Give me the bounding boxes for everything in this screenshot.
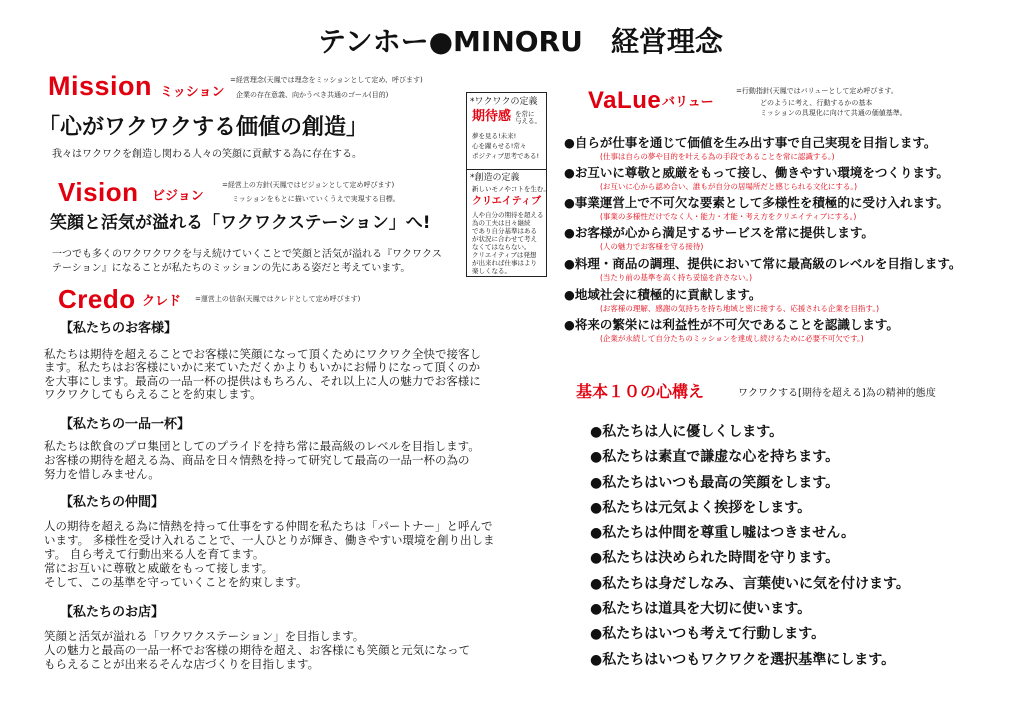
mindset-title: 基本１０の心構え <box>576 382 705 401</box>
souzou-definition-line: 為の工夫は日々継続 <box>472 219 531 227</box>
souzou-definition-title: *創造の定義 <box>470 173 520 183</box>
credo-line: を大事にします。最高の一品一杯の提供はもちろん、それ以上に人の魅力でお客様に <box>44 374 481 388</box>
mission-heading-kana: ミッション <box>160 85 225 100</box>
credo-line: います。 多様性を受け入れることで、一人ひとりが輝き、働きやすい環境を創り出しま <box>44 533 495 547</box>
credo-section-title: 【私たちのお客様】 <box>60 321 178 336</box>
value-item-detail: (お互いに心から認め合い、誰もが自分の居場所だと感じられる文化にする。) <box>600 182 858 191</box>
souzou-definition-line: が出来れば仕事はより <box>472 259 537 267</box>
souzou-definition-intro: 新しいモノやコトを生む。 <box>472 185 550 193</box>
vision-description-line: テーション』になることが私たちのミッションの先にある姿だと考えています。 <box>52 263 411 274</box>
vision-heading-kana: ビジョン <box>152 189 204 204</box>
value-item: ●地域社会に積極的に貢献します。 <box>564 287 762 302</box>
wakuwaku-definition-line: 心を躍らせる!常々 <box>472 142 527 150</box>
credo-section-title: 【私たちのお店】 <box>60 605 165 620</box>
mindset-item: ●私たちは元気よく挨拶をします。 <box>590 500 812 516</box>
souzou-definition-line: クリエイティブは発想 <box>472 251 537 259</box>
wakuwaku-keyword: 期待感 <box>472 109 512 124</box>
mission-description: 我々はワクワクを創造し関わる人々の笑顔に貢献する為に存在する。 <box>52 149 362 160</box>
mission-note-line: =経営理念(天鳳では理念をミッションとして定め、呼びます) <box>230 76 423 84</box>
souzou-definition-line: 人や自分の期待を超える <box>472 211 544 219</box>
credo-heading-kana: クレド <box>142 294 182 309</box>
souzou-definition-box <box>466 169 550 277</box>
mindset-subtitle: ワクワクする[期待を超える]為の精神的態度 <box>738 388 936 399</box>
wakuwaku-keyword-note: 与える。 <box>515 117 541 125</box>
vision-statement: 笑顔と活気が溢れる「ワクワクステーション」へ! <box>50 213 431 233</box>
credo-line: 努力を惜しみません。 <box>44 467 160 481</box>
mission-statement: 「心がワクワクする価値の創造」 <box>38 115 369 140</box>
value-item: ●お客様が心から満足するサービスを常に提供します。 <box>564 225 874 240</box>
credo-line: もらえることが出来るそんな店づくりを目指します。 <box>44 657 320 671</box>
vision-description-line: 一つでも多くのワクワクワクを与え続けていくことで笑顔と活気が溢れる『ワクワクス <box>52 249 442 260</box>
wakuwaku-definition-line: ポジティブ思考である! <box>472 152 540 160</box>
mindset-item: ●私たちは人に優しくします。 <box>590 424 784 440</box>
wakuwaku-definition-title: *ワクワクの定義 <box>470 97 538 107</box>
credo-section-title: 【私たちの仲間】 <box>60 495 165 510</box>
mission-note-line: 企業の存在意義、向かうべき共通のゴール(目的) <box>236 91 389 99</box>
mindset-item: ●私たちは決められた時間を守ります。 <box>590 550 840 566</box>
value-item: ●事業運営上で不可欠な要素として多様性を積極的に受け入れます。 <box>564 195 949 210</box>
value-item: ●将来の繁栄には利益性が不可欠であることを認識します。 <box>564 317 899 332</box>
value-item: ●料理・商品の調理、提供において常に最高級のレベルを目指します。 <box>564 256 962 271</box>
value-item-detail: (仕事は自らの夢や目的を叶える為の手段であることを常に認識する。) <box>600 152 835 161</box>
credo-line: 私たちは飲食のプロ集団としてのプライドを持ち常に最高級のレベルを目指します。 <box>44 439 480 453</box>
value-item-detail: (当たり前の基準を高く持ち妥協を許さない。) <box>600 273 753 282</box>
value-item: ●自らが仕事を通じて価値を生み出す事で自己実現を目指します。 <box>564 135 937 150</box>
souzou-definition-line: なくてはならない。 <box>472 243 531 251</box>
mindset-item: ●私たちは身だしなみ、言葉使いに気を付けます。 <box>590 576 910 592</box>
credo-line: 人の魅力と最高の一品一杯でお客様の期待を超え、お客様にも笑顔と元気になって <box>44 643 471 657</box>
wakuwaku-keyword-note: を常に <box>515 110 535 118</box>
souzou-definition-line: 楽しくなる。 <box>472 267 511 275</box>
credo-line: 私たちは期待を超えることでお客様に笑顔になって頂くためにワクワク全快で接客し <box>44 347 481 361</box>
credo-line: ワクワクしてもらえることを約束します。 <box>44 387 262 401</box>
mindset-item: ●私たちはいつも最高の笑顔をします。 <box>590 475 840 491</box>
value-heading-kana: バリュー <box>662 95 714 110</box>
mindset-item: ●私たちは仲間を尊重し嘘はつきません。 <box>590 525 856 541</box>
vision-heading: Vision <box>58 177 139 207</box>
credo-heading: Credo <box>58 284 136 314</box>
credo-line: そして、この基準を守っていくことを約束します。 <box>44 575 308 589</box>
credo-note: =運営上の信条(天鳳ではクレドとして定め呼びます) <box>195 295 361 303</box>
credo-line: 人の期待を超える為に情熱を持って仕事をする仲間を私たちは「パートナー」と呼んで <box>44 519 493 533</box>
value-item-detail: (お客様の理解、感謝の気持ちを持ち地域と密に接する、応援される企業を目指す。) <box>600 304 879 313</box>
value-note-line: =行動指針(天鳳ではバリューとして定め呼びます。 <box>736 87 898 95</box>
mindset-item: ●私たちは道具を大切に使います。 <box>590 601 812 617</box>
value-item-detail: (人の魅力でお客様を守る接待) <box>600 242 704 251</box>
value-note-line: どのように考え、行動するかの基本 <box>760 99 873 107</box>
vision-note-line: ミッションをもとに描いていくうえで実現する目標。 <box>232 195 400 203</box>
credo-line: 笑顔と活気が溢れる「ワクワクステーション」を目指します。 <box>44 629 365 643</box>
mission-heading: Mission <box>48 71 153 101</box>
value-item-detail: (事業の多様性だけでなく人・能力・才能・考え方をクリエイティブにする。) <box>600 212 857 221</box>
mindset-item: ●私たちは素直で謙虚な心を持ちます。 <box>590 449 840 465</box>
value-item: ●お互いに尊敬と威厳をもって接し、働きやすい環境をつくります。 <box>564 165 949 180</box>
value-item-detail: (企業が永続して自分たちのミッションを達成し続けるために必要不可欠です。) <box>600 334 864 343</box>
value-note-line: ミッションの具現化に向けて共通の価値基準。 <box>760 109 907 117</box>
value-heading: VaLue <box>588 87 662 114</box>
credo-line: す。 自ら考えて行動出来る人を育てます。 <box>44 547 265 561</box>
document-title: テンホー●MINORU 経営理念 <box>318 25 723 58</box>
credo-section-title: 【私たちの一品一杯】 <box>60 417 191 432</box>
credo-line: ます。私たちはお客様にいかに来ていただくかよりもいかにお帰りになって頂くのか <box>44 360 481 374</box>
mindset-item: ●私たちはいつも考えて行動します。 <box>590 626 826 642</box>
wakuwaku-definition-box <box>466 92 547 170</box>
mindset-item: ●私たちはいつもワクワクを選択基準にします。 <box>590 652 896 668</box>
souzou-definition-line: が状況に合わせて考え <box>472 235 537 243</box>
souzou-definition-line: であり自分基準はある <box>472 227 537 235</box>
credo-line: 常にお互いに尊敬と威厳をもって接します。 <box>44 561 274 575</box>
vision-note-line: =経営上の方針(天鳳ではビジョンとして定め呼びます) <box>222 181 395 189</box>
souzou-keyword: クリエイティブ <box>472 196 541 207</box>
credo-line: お客様の期待を超える為、商品を日々情熱を持って研究して最高の一品一杯の為の <box>44 453 470 467</box>
wakuwaku-definition-line: 夢を見る!未来! <box>472 132 517 140</box>
